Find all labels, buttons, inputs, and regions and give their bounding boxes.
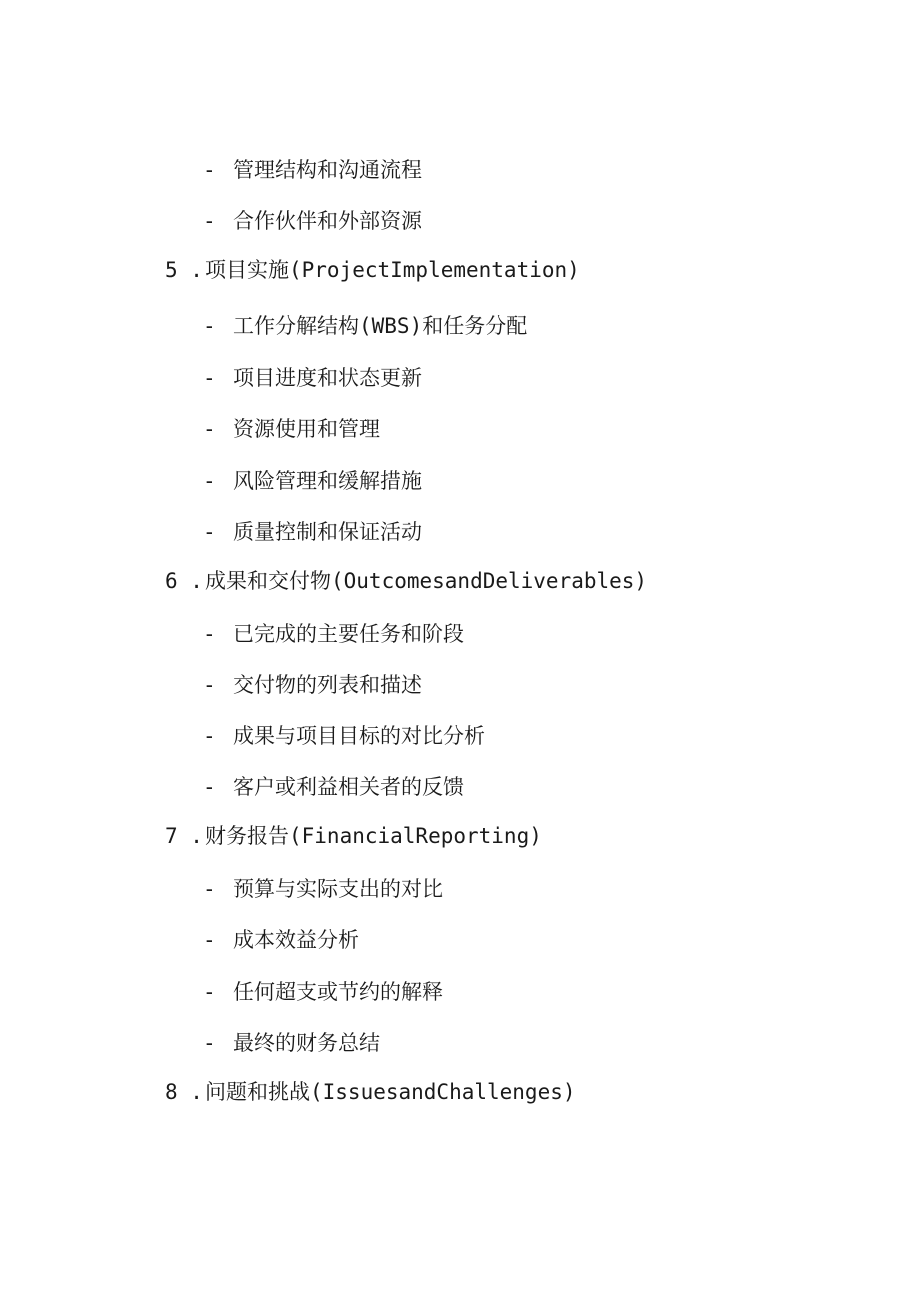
bullet-marker: - [203, 928, 216, 952]
bullet-item [203, 672, 422, 698]
bullet-text: 成果与项目目标的对比分析 [233, 724, 485, 748]
bullet-text: 质量控制和保证活动 [233, 520, 422, 544]
bullet-item [203, 208, 422, 234]
bullet-marker: - [203, 209, 216, 233]
bullet-text: 合作伙伴和外部资源 [233, 209, 422, 233]
section-number: 5 . [165, 258, 203, 282]
bullet-item [203, 774, 464, 800]
bullet-marker: - [203, 158, 216, 182]
section-number: 7 . [165, 824, 203, 848]
bullet-text: 最终的财务总结 [233, 1031, 380, 1055]
bullet-marker: - [203, 469, 216, 493]
bullet-text: 工作分解结构(WBS)和任务分配 [233, 314, 528, 338]
bullet-text: 管理结构和沟通流程 [233, 158, 422, 182]
bullet-item [203, 979, 443, 1005]
bullet-item [203, 723, 485, 749]
bullet-marker: - [203, 775, 216, 799]
section-heading [165, 568, 647, 594]
bullet-marker: - [203, 314, 216, 338]
bullet-text: 任何超支或节约的解释 [233, 980, 443, 1004]
bullet-marker: - [203, 724, 216, 748]
section-heading [165, 257, 580, 283]
section-title: 问题和挑战(IssuesandChallenges) [205, 1080, 576, 1104]
bullet-item [203, 365, 422, 391]
bullet-item [203, 468, 422, 494]
bullet-marker: - [203, 366, 216, 390]
bullet-marker: - [203, 622, 216, 646]
bullet-text: 客户或利益相关者的反馈 [233, 775, 464, 799]
bullet-marker: - [203, 520, 216, 544]
bullet-item [203, 621, 464, 647]
section-heading [165, 823, 542, 849]
bullet-text: 成本效益分析 [233, 928, 359, 952]
bullet-text: 项目进度和状态更新 [233, 366, 422, 390]
bullet-text: 资源使用和管理 [233, 417, 380, 441]
bullet-item [203, 313, 527, 339]
bullet-marker: - [203, 980, 216, 1004]
bullet-item [203, 876, 443, 902]
bullet-marker: - [203, 877, 216, 901]
bullet-text: 预算与实际支出的对比 [233, 877, 443, 901]
bullet-text: 交付物的列表和描述 [233, 673, 422, 697]
section-number: 8 . [165, 1080, 203, 1104]
bullet-marker: - [203, 1031, 216, 1055]
bullet-text: 已完成的主要任务和阶段 [233, 622, 464, 646]
bullet-marker: - [203, 417, 216, 441]
section-title: 项目实施(ProjectImplementation) [205, 258, 580, 282]
bullet-marker: - [203, 673, 216, 697]
bullet-item [203, 1030, 380, 1056]
section-title: 成果和交付物(OutcomesandDeliverables) [205, 569, 648, 593]
bullet-item [203, 416, 380, 442]
bullet-item [203, 927, 359, 953]
section-title: 财务报告(FinancialReporting) [205, 824, 542, 848]
bullet-item [203, 519, 422, 545]
bullet-text: 风险管理和缓解措施 [233, 469, 422, 493]
section-heading [165, 1079, 576, 1105]
section-number: 6 . [165, 569, 203, 593]
bullet-item [203, 157, 422, 183]
